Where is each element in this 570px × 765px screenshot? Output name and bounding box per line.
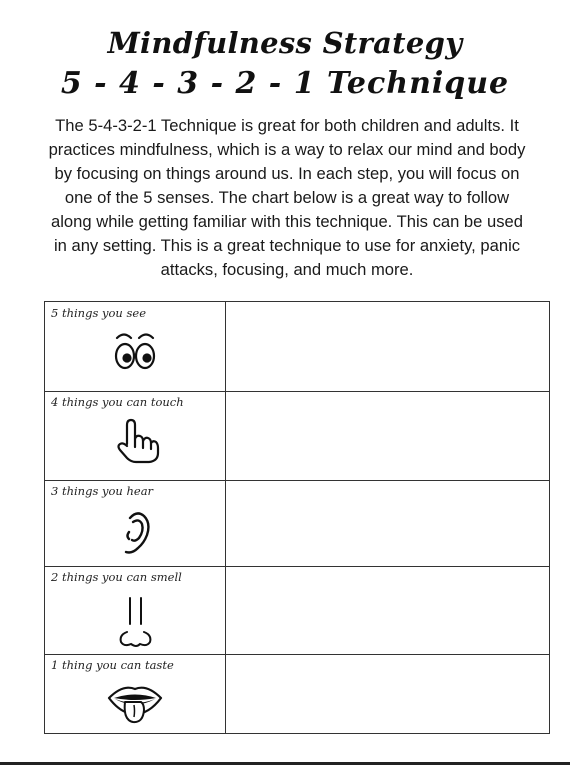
chart-row-see bbox=[45, 302, 549, 391]
row-label-smell: 2 things you can smell bbox=[51, 570, 182, 584]
answer-cell-see[interactable] bbox=[226, 302, 549, 391]
chart-row-hear bbox=[45, 480, 549, 566]
pointing-hand-icon bbox=[105, 417, 165, 465]
intro-paragraph: The 5-4-3-2-1 Technique is great for both children and adults. It practices mindfulness, which is a way to relax our mind and body by focusing on things around us. In each step, you will focus on one of the 5 senses. The chart below is a great way to follow along while getting familiar with this technique. This can be used in any setting. This is a great technique to use for anxiety, panic attacks, focusing, and much more. bbox=[48, 116, 526, 279]
senses-chart bbox=[44, 301, 550, 734]
row-label-touch: 4 things you can touch bbox=[51, 395, 184, 409]
row-label-taste: 1 thing you can taste bbox=[51, 658, 174, 672]
ear-icon bbox=[105, 508, 165, 558]
mouth-tongue-icon bbox=[105, 680, 165, 728]
nose-icon bbox=[105, 594, 165, 650]
worksheet-title: Mindfulness Strategy bbox=[107, 26, 463, 60]
row-label-hear: 3 things you hear bbox=[51, 484, 154, 498]
technique-title: 5 - 4 - 3 - 2 - 1 Technique bbox=[60, 66, 510, 101]
answer-cell-hear[interactable] bbox=[226, 480, 549, 566]
eyes-icon bbox=[105, 326, 165, 374]
answer-cell-smell[interactable] bbox=[226, 566, 549, 654]
chart-row-smell bbox=[45, 566, 549, 654]
chart-row-touch bbox=[45, 391, 549, 480]
chart-row-taste bbox=[45, 654, 549, 735]
answer-cell-taste[interactable] bbox=[226, 654, 549, 735]
answer-cell-touch[interactable] bbox=[226, 391, 549, 480]
row-label-see: 5 things you see bbox=[51, 306, 146, 320]
